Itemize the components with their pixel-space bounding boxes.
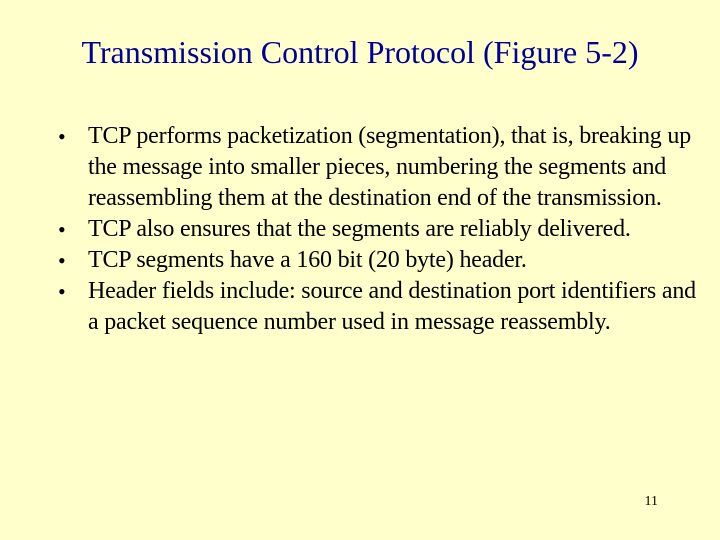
bullet-item (58, 245, 698, 276)
bullet-icon: • (58, 248, 66, 273)
slide-title: Transmission Control Protocol (Figure 5-2) (81, 34, 639, 70)
bullet-icon: • (58, 279, 66, 304)
bullet-icon: • (58, 217, 66, 242)
bullet-list (58, 121, 698, 338)
bullet-text: TCP also ensures that the segments are reliably delivered. (88, 216, 631, 242)
bullet-icon: • (58, 124, 66, 149)
bullet-item (58, 276, 698, 338)
bullet-item (58, 121, 698, 214)
page-number: 11 (644, 494, 658, 509)
bullet-text: TCP performs packetization (segmentation), that is, breaking up the message into smaller pieces, numbering the segments and reassembling them at the destination end of the transmission. (88, 123, 692, 211)
bullet-text: Header fields include: source and destination port identifiers and a packet sequence number used in message reassembly. (88, 278, 696, 335)
bullet-item (58, 214, 698, 245)
bullet-text: TCP segments have a 160 bit (20 byte) header. (88, 247, 527, 273)
